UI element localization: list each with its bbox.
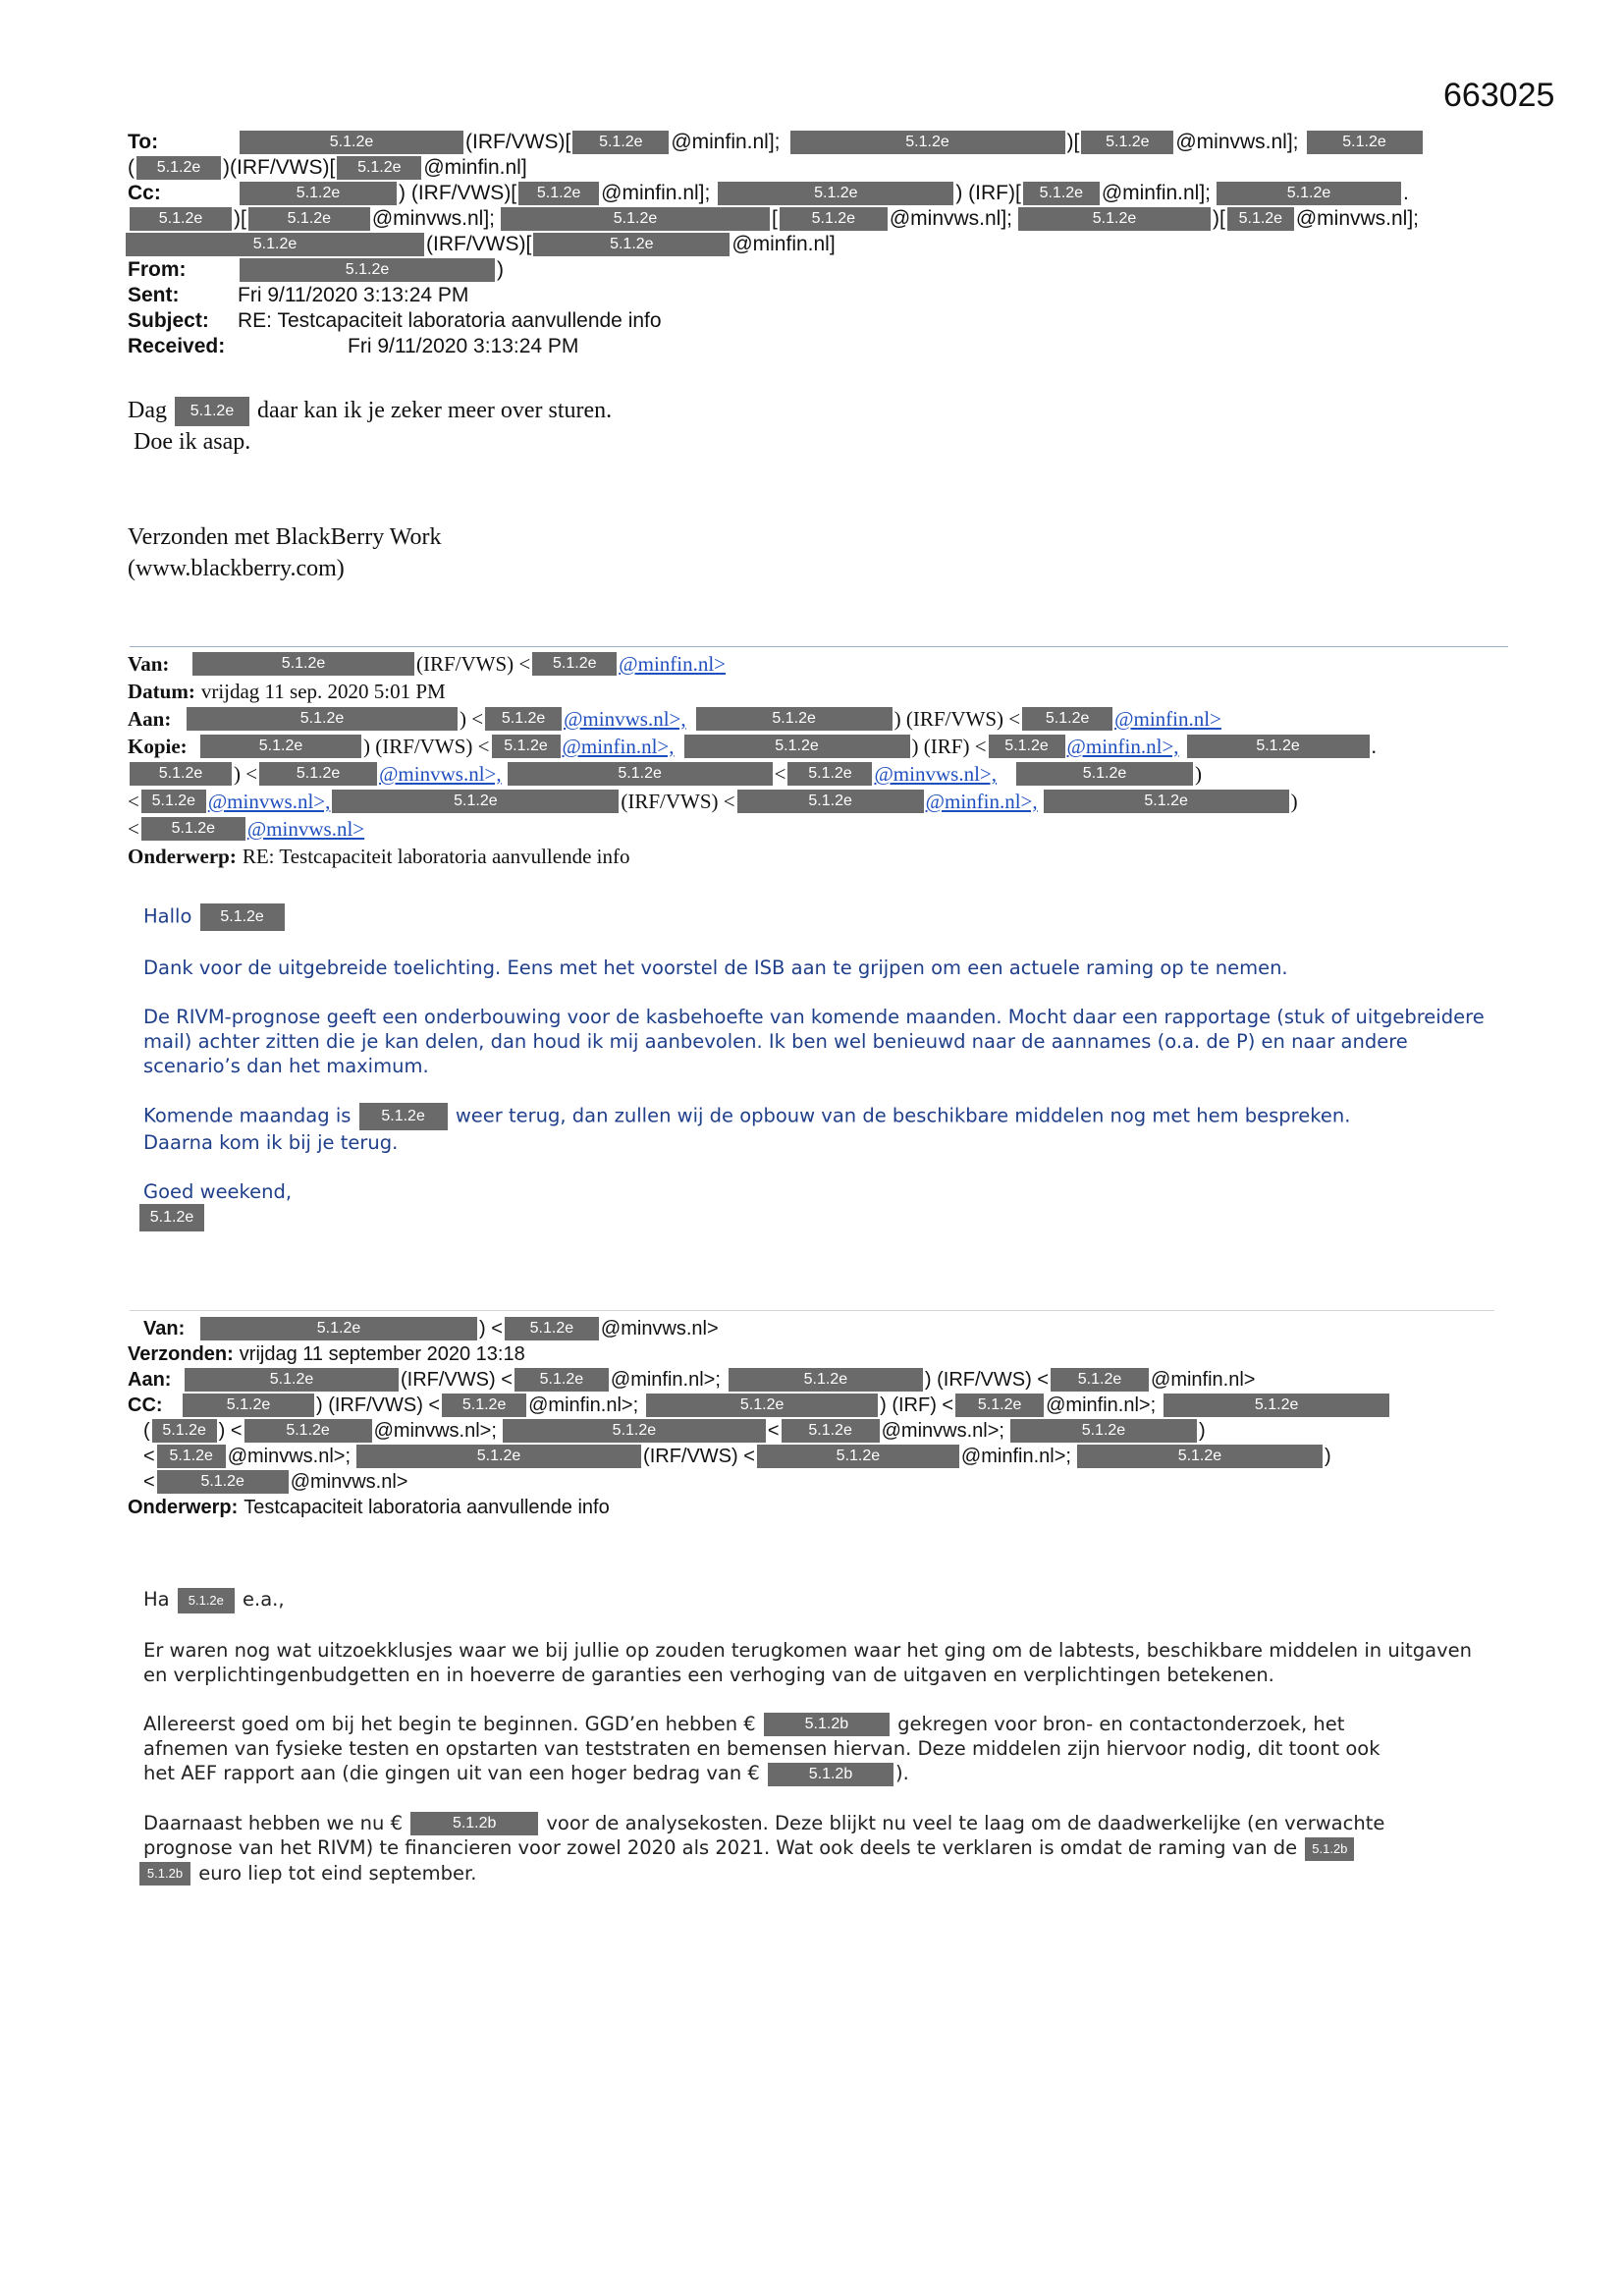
body-text: prognose van het RIVM) te financieren voor zowel 2020 als 2021. Wat ook deels te verklaren is omdat de raming van de <box>143 1836 1298 1859</box>
email2-body <box>143 903 1489 1231</box>
email1-received-row <box>128 334 1502 359</box>
redaction: 5.1.2e <box>141 790 206 813</box>
redaction: 5.1.2e <box>141 817 245 841</box>
email3-header <box>128 1316 1502 1520</box>
punct: ( <box>143 1420 150 1442</box>
redaction: 5.1.2e <box>200 735 361 758</box>
email-domain: @minvws.nl]; <box>1295 207 1420 230</box>
email1-sent-row <box>128 283 1502 308</box>
email1-from-row <box>128 257 1502 283</box>
redaction: 5.1.2e <box>1023 182 1100 205</box>
body-text: Daarnaast hebben we nu € <box>143 1811 403 1834</box>
email3-onderwerp-row <box>128 1495 1502 1520</box>
redaction: 5.1.2e <box>200 1317 477 1340</box>
redaction: 5.1.2e <box>356 1445 641 1468</box>
redaction: 5.1.2e <box>126 233 424 256</box>
email-domain: @minfin.nl] <box>423 156 527 179</box>
email-domain: @minvws.nl>; <box>881 1420 1004 1442</box>
email3-cc-row3 <box>128 1444 1502 1469</box>
punct: ) < <box>460 707 484 731</box>
body-text: het AEF rapport aan (die gingen uit van een hoger bedrag van € <box>143 1762 760 1784</box>
punct: < <box>128 817 139 841</box>
subject-value: RE: Testcapaciteit laboratoria aanvullende info <box>238 309 662 332</box>
redaction: 5.1.2e <box>1227 207 1294 231</box>
redaction: 5.1.2e <box>729 1368 923 1392</box>
email-link[interactable]: @minfin.nl>, <box>562 735 675 758</box>
paragraph: De RIVM-prognose geeft een onderbouwing voor de kasbehoefte van komende maanden. Mocht daar een rapportage (stuk of uitgebreidere mail) achter zitten die je kan delen, dan houd ik mij aanbevolen. Ik ben wel benieuwd naar de aannames (o.a. de P) en naar andere scenario’s dan het maximum. <box>143 1006 1485 1077</box>
redaction: 5.1.2b <box>768 1763 893 1786</box>
van-label: Van: <box>143 1318 186 1339</box>
onderwerp-value: Testcapaciteit laboratoria aanvullende info <box>244 1497 610 1518</box>
redaction: 5.1.2e <box>337 156 421 180</box>
org-text: ) (IRF)[ <box>955 182 1021 204</box>
verzonden-value: vrijdag 11 september 2020 13:18 <box>239 1343 525 1365</box>
email-link[interactable]: @minfin.nl>, <box>1066 735 1179 758</box>
body-text: weer terug, dan zullen wij de opbouw van de beschikbare middelen nog met hem bespreken. <box>455 1104 1351 1127</box>
redaction: 5.1.2b <box>1305 1837 1354 1861</box>
cc-label: CC: <box>128 1394 163 1416</box>
body-text: Ha <box>143 1588 170 1611</box>
email-domain: @minvws.nl]; <box>371 207 495 230</box>
from-label: From: <box>128 258 187 281</box>
redaction: 5.1.2e <box>240 131 463 154</box>
redaction: 5.1.2e <box>152 1419 217 1443</box>
redaction: 5.1.2e <box>240 182 397 205</box>
punct: [ <box>772 207 778 230</box>
email-domain: @minvws.nl>; <box>373 1420 497 1442</box>
redaction: 5.1.2b <box>410 1812 538 1835</box>
redaction: 5.1.2e <box>955 1394 1044 1417</box>
van-label: Van: <box>128 652 170 676</box>
document-number: 663025 <box>1443 77 1555 114</box>
paragraph <box>143 1811 1489 1886</box>
signature-line: (www.blackberry.com) <box>128 556 345 582</box>
punct: ) <box>1198 1420 1206 1442</box>
punct: < <box>767 1420 780 1442</box>
body-text: gekregen voor bron- en contactonderzoek, het <box>897 1712 1345 1735</box>
redaction: 5.1.2b <box>139 1862 190 1886</box>
punct: ) < <box>218 1420 243 1442</box>
email1-header <box>128 130 1502 359</box>
redaction: 5.1.2e <box>130 762 232 786</box>
redaction: 5.1.2e <box>185 1368 399 1392</box>
email2-aan-row <box>128 705 1502 733</box>
email1-subject-row <box>128 308 1502 334</box>
punct: ) < <box>234 762 258 786</box>
email2-kopie-row2 <box>128 760 1502 788</box>
redaction: 5.1.2e <box>780 207 888 231</box>
redaction: 5.1.2e <box>442 1394 526 1417</box>
body-text: Daarna kom ik bij je terug. <box>143 1131 399 1154</box>
body-text: Komende maandag is <box>143 1104 352 1127</box>
redaction: 5.1.2e <box>359 1103 448 1130</box>
redaction: 5.1.2e <box>533 233 730 256</box>
redaction: 5.1.2e <box>259 762 377 786</box>
email-domain: @minfin.nl]; <box>601 182 711 204</box>
separator <box>130 1310 1494 1311</box>
email3-van-row <box>128 1316 1502 1341</box>
org-text: (IRF/VWS) < <box>401 1369 513 1391</box>
redaction: 5.1.2e <box>684 735 910 758</box>
onderwerp-value: RE: Testcapaciteit laboratoria aanvullende info <box>242 845 630 868</box>
redaction: 5.1.2e <box>244 1419 372 1443</box>
body-text: voor de analysekosten. Deze blijkt nu veel te laag om de daadwerkelijke (en verwachte <box>546 1811 1385 1834</box>
redaction: 5.1.2e <box>696 707 893 731</box>
paragraph <box>143 1712 1489 1786</box>
org-text: (IRF/VWS) < <box>643 1446 755 1467</box>
redaction: 5.1.2e <box>157 1445 226 1468</box>
email1-cc-row3 <box>124 232 1502 257</box>
redaction: 5.1.2e <box>1010 1419 1197 1443</box>
org-text: )(IRF/VWS)[ <box>223 156 336 179</box>
org-text: ) (IRF/VWS)[ <box>399 182 517 204</box>
redaction: 5.1.2e <box>130 207 232 231</box>
redaction: 5.1.2e <box>1081 131 1173 154</box>
email2-datum-row <box>128 678 1502 705</box>
punct: < <box>143 1471 155 1493</box>
redaction: 5.1.2e <box>240 258 495 282</box>
punct: ) <box>1195 762 1202 786</box>
redaction: 5.1.2e <box>787 762 872 786</box>
received-value: Fri 9/11/2020 3:13:24 PM <box>348 335 579 357</box>
datum-label: Datum: <box>128 680 195 703</box>
body-line: Doe ik asap. <box>134 429 251 456</box>
body-text: daar kan ik je zeker meer over sturen. <box>256 398 613 423</box>
email-domain: @minfin.nl>; <box>1046 1394 1157 1416</box>
email-link[interactable]: @minvws.nl> <box>246 817 365 841</box>
verzonden-label: Verzonden: <box>128 1343 234 1365</box>
redaction: 5.1.2e <box>175 397 249 426</box>
redaction: 5.1.2e <box>572 131 669 154</box>
email-link[interactable]: @minfin.nl>, <box>925 790 1038 813</box>
kopie-label: Kopie: <box>128 735 188 758</box>
body-line <box>128 395 612 426</box>
onderwerp-label: Onderwerp: <box>128 845 237 868</box>
email3-verzonden-row <box>128 1341 1502 1367</box>
redaction: 5.1.2e <box>518 182 599 205</box>
redaction: 5.1.2e <box>1307 131 1423 154</box>
received-label: Received: <box>128 335 226 357</box>
org-text: (IRF/VWS) < <box>416 652 531 676</box>
punct: < <box>143 1446 155 1467</box>
sent-label: Sent: <box>128 284 180 306</box>
redaction: 5.1.2e <box>1018 207 1211 231</box>
redaction: 5.1.2e <box>1016 762 1193 786</box>
org-text: ) (IRF) < <box>911 735 987 758</box>
org-text: ) (IRF/VWS) < <box>924 1369 1050 1391</box>
email-domain: @minfin.nl]; <box>1101 182 1212 204</box>
email1-to-row <box>128 130 1502 155</box>
email2-kopie-row4 <box>128 815 1502 843</box>
org-text: (IRF/VWS)[ <box>426 233 532 255</box>
to-label: To: <box>128 131 159 153</box>
sent-value: Fri 9/11/2020 3:13:24 PM <box>238 284 469 306</box>
body-text: Hallo <box>143 904 192 928</box>
punct: . <box>1371 735 1377 758</box>
redaction: 5.1.2e <box>1051 1368 1149 1392</box>
redaction: 5.1.2e <box>532 652 617 676</box>
redaction: 5.1.2e <box>157 1470 289 1494</box>
signature-redaction <box>143 1204 1489 1231</box>
aan-label: Aan: <box>128 1369 172 1391</box>
redaction: 5.1.2e <box>248 207 370 231</box>
paragraph <box>143 1103 1489 1155</box>
redaction: 5.1.2e <box>989 735 1065 758</box>
punct: ( <box>128 156 135 179</box>
email-domain: @minfin.nl>; <box>960 1446 1071 1467</box>
email2-kopie-row3 <box>128 788 1502 815</box>
body-text: afnemen van fysieke testen en opstarten van teststraten en bemensen hiervan. Deze middelen zijn hiervoor nodig, dit toont ook <box>143 1737 1380 1760</box>
redaction: 5.1.2e <box>508 762 773 786</box>
email2-header <box>128 650 1502 870</box>
body-text: Dag <box>128 398 167 423</box>
email-domain: @minfin.nl>; <box>528 1394 639 1416</box>
email2-onderwerp-row <box>128 843 1502 870</box>
greeting-line <box>143 903 1489 931</box>
spacer <box>128 458 612 521</box>
email-link[interactable]: @minvws.nl>, <box>379 762 502 786</box>
redaction: 5.1.2e <box>646 1394 878 1417</box>
redaction: 5.1.2e <box>782 1419 880 1443</box>
org-text: ) (IRF/VWS) < <box>893 707 1021 731</box>
redaction: 5.1.2e <box>178 1588 235 1613</box>
redaction: 5.1.2e <box>737 790 924 813</box>
redaction: 5.1.2e <box>136 156 221 180</box>
email-link[interactable]: @minvws.nl>, <box>564 707 686 731</box>
redaction: 5.1.2e <box>514 1368 609 1392</box>
email-domain: @minfin.nl> <box>1151 1369 1256 1391</box>
org-text: (IRF/VWS) < <box>621 790 735 813</box>
org-text: ) (IRF) < <box>880 1394 954 1416</box>
email-link[interactable]: @minfin.nl> <box>619 652 727 676</box>
redaction: 5.1.2e <box>1187 735 1370 758</box>
email-domain: @minfin.nl] <box>731 233 836 255</box>
redaction: 5.1.2e <box>492 735 561 758</box>
punct: ) <box>1324 1446 1331 1467</box>
redaction: 5.1.2e <box>485 707 562 731</box>
redaction: 5.1.2e <box>505 1317 599 1340</box>
email3-body <box>143 1587 1489 1910</box>
body-text: Allereerst goed om bij het begin te beginnen. GGD’en hebben € <box>143 1712 756 1735</box>
email2-kopie-row <box>128 733 1502 760</box>
redaction: 5.1.2e <box>1164 1394 1389 1417</box>
body-text: euro liep tot eind september. <box>198 1861 477 1885</box>
punct: ) < <box>479 1318 503 1339</box>
redaction: 5.1.2e <box>332 790 619 813</box>
datum-value: vrijdag 11 sep. 2020 5:01 PM <box>200 680 446 703</box>
redaction: 5.1.2e <box>183 1394 314 1417</box>
signature-line: Verzonden met BlackBerry Work <box>128 524 442 551</box>
redaction: 5.1.2e <box>757 1445 959 1468</box>
punct: )[ <box>234 207 246 230</box>
closing-line: Goed weekend, <box>143 1180 293 1203</box>
email-link[interactable]: @minfin.nl> <box>1114 707 1221 731</box>
greeting-line <box>143 1587 1489 1613</box>
redaction: 5.1.2e <box>187 707 458 731</box>
separator <box>130 646 1508 647</box>
subject-label: Subject: <box>128 309 209 332</box>
cc-label: Cc: <box>128 182 161 204</box>
redaction: 5.1.2b <box>764 1713 890 1736</box>
org-text: (IRF/VWS)[ <box>465 131 571 153</box>
email3-cc-row <box>128 1393 1502 1418</box>
email1-cc-row2 <box>128 206 1502 232</box>
redaction: 5.1.2e <box>503 1419 766 1443</box>
email-domain: @minvws.nl]; <box>1175 131 1299 153</box>
punct: < <box>128 790 139 813</box>
email1-cc-row <box>128 181 1502 206</box>
email3-cc-row2 <box>128 1418 1502 1444</box>
aan-label: Aan: <box>128 707 172 731</box>
paragraph: Er waren nog wat uitzoekklusjes waar we bij jullie op zouden terugkomen waar het ging om de labtests, beschikbare middelen in uitgaven en verplichtingenbudgetten en in hoeverre de garanties een verhoging van de uitgaven en verplichtingen betekenen. <box>143 1638 1472 1686</box>
email-domain: @minvws.nl> <box>600 1318 719 1339</box>
paragraph: Dank voor de uitgebreide toelichting. Eens met het voorstel de ISB aan te grijpen om een actuele raming op te nemen. <box>143 957 1288 979</box>
redaction: 5.1.2e <box>1044 790 1289 813</box>
org-text: ) (IRF/VWS) < <box>316 1394 441 1416</box>
punct: )[ <box>1213 207 1225 230</box>
redaction: 5.1.2e <box>1022 707 1112 731</box>
redaction: 5.1.2e <box>1217 182 1401 205</box>
email-domain: @minvws.nl> <box>290 1471 408 1493</box>
email-domain: @minfin.nl]; <box>671 131 781 153</box>
email-link[interactable]: @minvws.nl>, <box>874 762 997 786</box>
redaction: 5.1.2e <box>200 903 285 931</box>
redaction: 5.1.2e <box>718 182 953 205</box>
org-text: )[ <box>1066 131 1080 153</box>
email-domain: @minvws.nl>; <box>227 1446 352 1467</box>
email-domain: @minvws.nl]; <box>889 207 1013 230</box>
body-text: ). <box>894 1762 909 1784</box>
redaction: 5.1.2e <box>139 1204 204 1231</box>
redaction: 5.1.2e <box>1077 1445 1323 1468</box>
email-domain: @minfin.nl>; <box>610 1369 721 1391</box>
org-text: ) (IRF/VWS) < <box>363 735 490 758</box>
email3-aan-row <box>128 1367 1502 1393</box>
redaction: 5.1.2e <box>790 131 1065 154</box>
email1-body <box>128 395 612 584</box>
redaction: 5.1.2e <box>192 652 414 676</box>
email-link[interactable]: @minvws.nl>, <box>207 790 331 813</box>
onderwerp-label: Onderwerp: <box>128 1497 239 1518</box>
redaction: 5.1.2e <box>501 207 770 231</box>
punct: ) <box>1290 790 1298 813</box>
punct: ) <box>497 258 504 281</box>
body-text: e.a., <box>243 1588 285 1611</box>
email3-cc-row4 <box>128 1469 1502 1495</box>
email1-to-row2 <box>128 155 1502 181</box>
punct: < <box>774 762 786 786</box>
email2-van-row <box>128 650 1502 678</box>
punct: . <box>1403 182 1409 204</box>
